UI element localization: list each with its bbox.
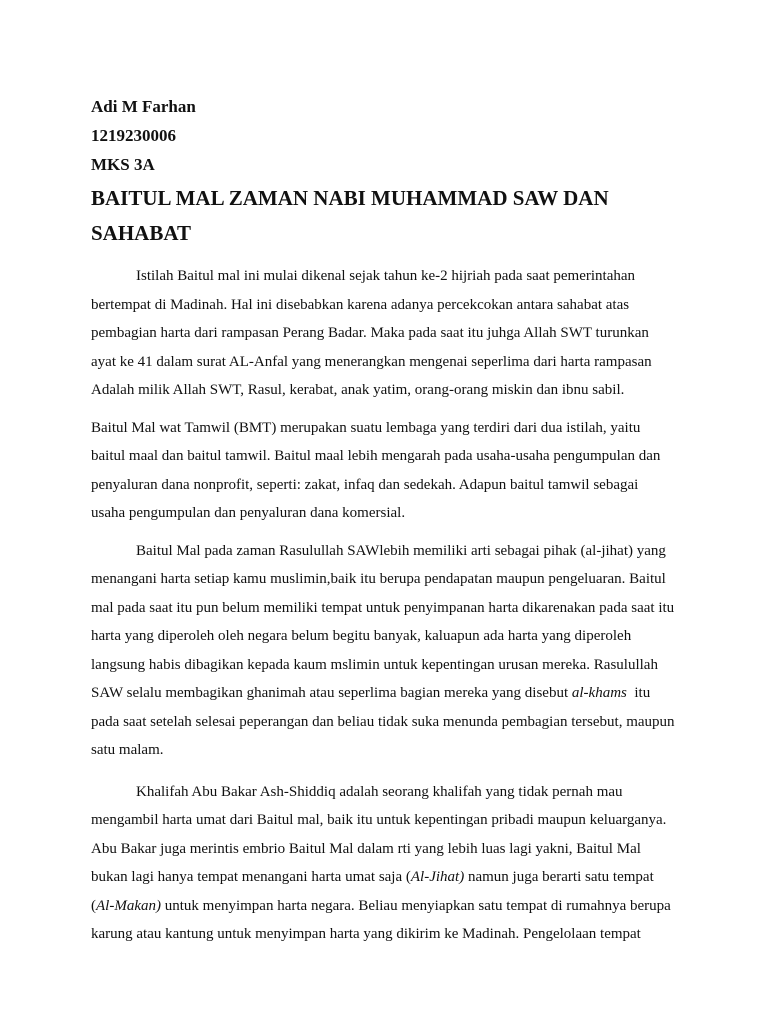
paragraph-line: satu malam. bbox=[91, 742, 164, 758]
paragraph-line: menangani harta setiap kamu muslimin,baik itu berupa pendapatan maupun pengeluaran. Baitul bbox=[91, 571, 666, 587]
paragraph-line: pembagian harta dari rampasan Perang Badar. Maka pada saat itu juhga Allah SWT turunkan bbox=[91, 325, 649, 341]
paragraph-line: mengambil harta umat dari Baitul mal, baik itu untuk kepentingan pribadi maupun keluarganya. bbox=[91, 812, 667, 828]
paragraph-line: Abu Bakar juga merintis embrio Baitul Mal dalam rti yang lebih luas lagi yakni, Baitul Mal bbox=[91, 840, 641, 857]
document-body bbox=[91, 262, 685, 959]
paragraph-line: langsung habis dibagikan kepada kaum mslimin untuk kepentingan urusan mereka. Rasulullah bbox=[91, 656, 658, 673]
paragraph-line: Baitul Mal pada zaman Rasulullah SAWlebih memiliki arti sebagai pihak (al-jihat) yang bbox=[136, 542, 666, 559]
paragraph-line: Baitul Mal wat Tamwil (BMT) merupakan suatu lembaga yang terdiri dari dua istilah, yaitu bbox=[91, 419, 641, 436]
italic-term: al-khams bbox=[571, 685, 627, 701]
paragraph-line: (Al-Makan) untuk menyimpan harta negara. Beliau menyiapkan satu tempat di rumahnya berupa bbox=[91, 897, 671, 914]
paragraph-line: karung atau kantung untuk menyimpan harta yang dikirim ke Madinah. Pengelolaan tempat bbox=[91, 926, 641, 942]
student-id: 1219230006 bbox=[91, 126, 176, 145]
paragraph-line: Adalah milik Allah SWT, Rasul, kerabat, anak yatim, orang-orang miskin dan ibnu sabil. bbox=[91, 382, 625, 398]
paragraph-line: mal pada saat itu pun belum memiliki tempat untuk penyimpanan harta dikarenakan pada saat itu bbox=[91, 599, 675, 616]
paragraph-line: baitul maal dan baitul tamwil. Baitul maal lebih mengarah pada usaha-usaha pengumpulan dan bbox=[91, 448, 661, 464]
paragraph-line: pada saat setelah selesai peperangan dan beliau tidak suka menunda pembagian tersebut, maupun bbox=[91, 713, 675, 730]
paragraph-line: bukan lagi hanya tempat menangani harta umat saja (Al-Jihat) namun juga berarti satu tempat bbox=[91, 869, 654, 885]
paragraph bbox=[91, 778, 685, 949]
paragraph-line: ayat ke 41 dalam surat AL-Anfal yang menerangkan mengenai seperlima dari harta rampasan bbox=[91, 353, 652, 370]
paragraph bbox=[91, 414, 685, 528]
paragraph-line: Istilah Baitul mal ini mulai dikenal sejak tahun ke-2 hijriah pada saat pemerintahan bbox=[136, 268, 636, 284]
document-header bbox=[91, 92, 711, 251]
paragraph-line: Khalifah Abu Bakar Ash-Shiddiq adalah seorang khalifah yang tidak pernah mau bbox=[136, 783, 623, 800]
paragraph-line: penyaluran dana nonprofit, seperti: zakat, infaq dan sedekah. Adapun baitul tamwil sebagai bbox=[91, 476, 639, 493]
italic-term: Al-Makan) bbox=[96, 897, 161, 914]
document-title bbox=[91, 181, 711, 251]
italic-term: Al-Jihat) bbox=[410, 869, 465, 885]
paragraph-line: harta yang diperoleh oleh negara belum begitu banyak, kaluapun ada harta yang diperoleh bbox=[91, 628, 632, 644]
class-name: MKS 3A bbox=[91, 155, 155, 174]
title-line: SAHABAT bbox=[91, 221, 191, 245]
paragraph bbox=[91, 262, 685, 405]
paragraph bbox=[91, 537, 685, 765]
paragraph-line: bertempat di Madinah. Hal ini disebabkan karena adanya percekcokan antara sahabat atas bbox=[91, 296, 630, 313]
title-line: BAITUL MAL ZAMAN NABI MUHAMMAD SAW DAN bbox=[91, 186, 609, 210]
author-name: Adi M Farhan bbox=[91, 97, 196, 116]
paragraph-line: usaha pengumpulan dan penyaluran dana komersial. bbox=[91, 505, 406, 521]
paragraph-line: SAW selalu membagikan ghanimah atau seperlima bagian mereka yang disebut al-khams itu bbox=[91, 685, 651, 701]
